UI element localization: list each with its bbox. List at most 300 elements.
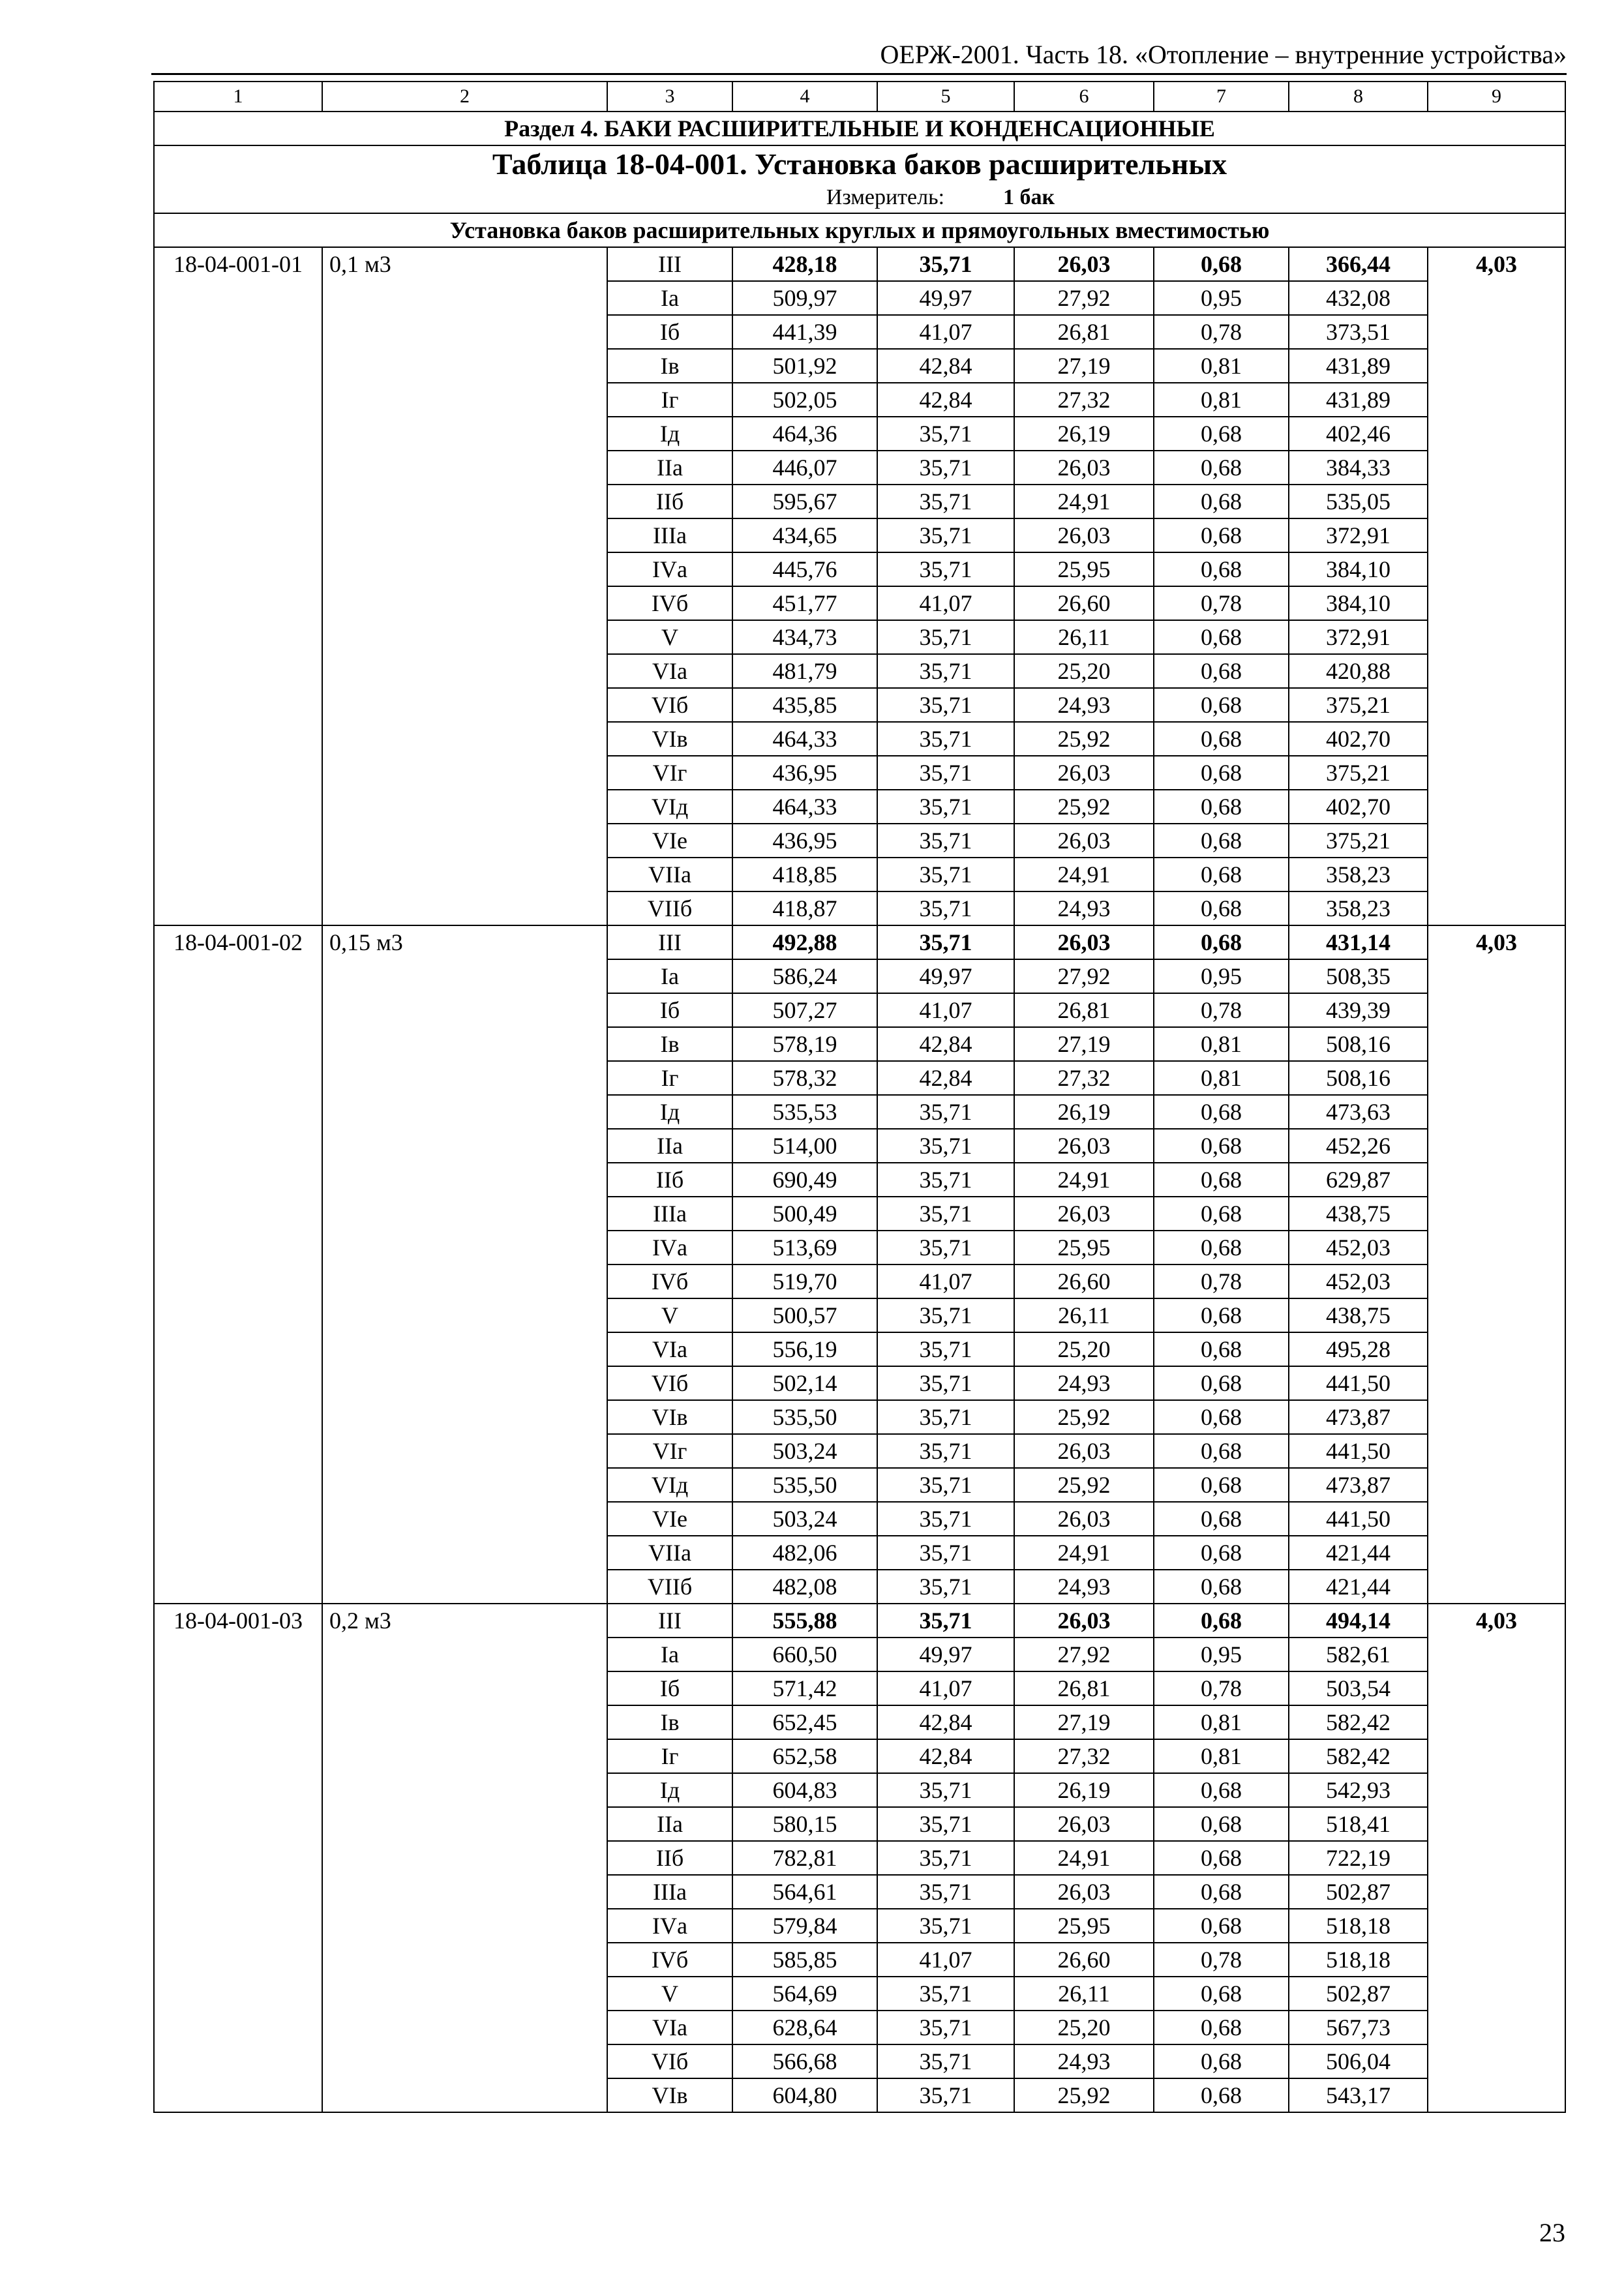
region-code: VIб bbox=[607, 688, 732, 722]
region-code: IIб bbox=[607, 1841, 732, 1875]
region-code: Iд bbox=[607, 1773, 732, 1807]
wages: 35,71 bbox=[877, 858, 1014, 891]
total-cost: 604,80 bbox=[732, 2078, 877, 2112]
wages: 35,71 bbox=[877, 518, 1014, 552]
region-code: V bbox=[607, 620, 732, 654]
operator-wages: 0,68 bbox=[1154, 1400, 1289, 1434]
total-cost: 418,85 bbox=[732, 858, 877, 891]
region-code: Iг bbox=[607, 383, 732, 417]
region-code: IIIа bbox=[607, 1197, 732, 1231]
region-code: III bbox=[607, 1604, 732, 1638]
total-cost: 514,00 bbox=[732, 1129, 877, 1163]
region-code: VIб bbox=[607, 1366, 732, 1400]
operator-wages: 0,68 bbox=[1154, 688, 1289, 722]
unit-line bbox=[155, 183, 1565, 213]
machine-cost: 26,03 bbox=[1014, 1197, 1154, 1231]
total-cost: 435,85 bbox=[732, 688, 877, 722]
total-cost: 566,68 bbox=[732, 2044, 877, 2078]
materials-cost: 366,44 bbox=[1289, 247, 1428, 281]
materials-cost: 441,50 bbox=[1289, 1366, 1428, 1400]
operator-wages: 0,68 bbox=[1154, 1332, 1289, 1366]
region-code: VIб bbox=[607, 2044, 732, 2078]
header-rule bbox=[151, 73, 1567, 75]
total-cost: 579,84 bbox=[732, 1909, 877, 1943]
region-code: VIIб bbox=[607, 1570, 732, 1604]
machine-cost: 27,92 bbox=[1014, 959, 1154, 993]
total-cost: 555,88 bbox=[732, 1604, 877, 1638]
materials-cost: 473,87 bbox=[1289, 1468, 1428, 1502]
wages: 35,71 bbox=[877, 824, 1014, 858]
machine-cost: 24,93 bbox=[1014, 2044, 1154, 2078]
region-code: Iб bbox=[607, 1671, 732, 1705]
region-code: IIб bbox=[607, 1163, 732, 1197]
operator-wages: 0,78 bbox=[1154, 1943, 1289, 1977]
materials-cost: 375,21 bbox=[1289, 688, 1428, 722]
machine-cost: 27,92 bbox=[1014, 1638, 1154, 1671]
wages: 49,97 bbox=[877, 1638, 1014, 1671]
region-code: Iд bbox=[607, 417, 732, 451]
region-code: Iб bbox=[607, 993, 732, 1027]
operator-wages: 0,68 bbox=[1154, 1875, 1289, 1909]
machine-cost: 26,03 bbox=[1014, 1604, 1154, 1638]
rate-name: 0,1 м3 bbox=[322, 247, 607, 925]
materials-cost: 582,42 bbox=[1289, 1705, 1428, 1739]
wages: 35,71 bbox=[877, 1366, 1014, 1400]
wages: 35,71 bbox=[877, 1095, 1014, 1129]
machine-cost: 25,95 bbox=[1014, 1231, 1154, 1264]
wages: 35,71 bbox=[877, 1434, 1014, 1468]
operator-wages: 0,68 bbox=[1154, 1095, 1289, 1129]
machine-cost: 26,03 bbox=[1014, 1434, 1154, 1468]
materials-cost: 452,03 bbox=[1289, 1264, 1428, 1298]
materials-cost: 402,46 bbox=[1289, 417, 1428, 451]
wages: 42,84 bbox=[877, 1027, 1014, 1061]
table-row bbox=[154, 925, 1565, 959]
total-cost: 501,92 bbox=[732, 349, 877, 383]
total-cost: 578,19 bbox=[732, 1027, 877, 1061]
materials-cost: 438,75 bbox=[1289, 1197, 1428, 1231]
operator-wages: 0,68 bbox=[1154, 1909, 1289, 1943]
wages: 42,84 bbox=[877, 1705, 1014, 1739]
region-code: IIа bbox=[607, 451, 732, 485]
region-code: Iа bbox=[607, 959, 732, 993]
region-code: Iд bbox=[607, 1095, 732, 1129]
wages: 35,71 bbox=[877, 552, 1014, 586]
materials-cost: 452,03 bbox=[1289, 1231, 1428, 1264]
page-number: 23 bbox=[1539, 2218, 1565, 2247]
column-number: 2 bbox=[322, 82, 607, 112]
region-code: VIIб bbox=[607, 891, 732, 925]
materials-cost: 373,51 bbox=[1289, 315, 1428, 349]
wages: 35,71 bbox=[877, 1332, 1014, 1366]
wages: 41,07 bbox=[877, 586, 1014, 620]
operator-wages: 0,68 bbox=[1154, 518, 1289, 552]
operator-wages: 0,68 bbox=[1154, 722, 1289, 756]
section-title-row bbox=[154, 112, 1565, 145]
wages: 35,71 bbox=[877, 451, 1014, 485]
operator-wages: 0,68 bbox=[1154, 790, 1289, 824]
operator-wages: 0,68 bbox=[1154, 1536, 1289, 1570]
total-cost: 571,42 bbox=[732, 1671, 877, 1705]
materials-cost: 375,21 bbox=[1289, 756, 1428, 790]
region-code: VIа bbox=[607, 654, 732, 688]
operator-wages: 0,78 bbox=[1154, 1671, 1289, 1705]
rate-code: 18-04-001-02 bbox=[154, 925, 322, 1604]
materials-cost: 722,19 bbox=[1289, 1841, 1428, 1875]
labor-cost-coefficient: 4,03 bbox=[1428, 247, 1565, 925]
machine-cost: 26,03 bbox=[1014, 1502, 1154, 1536]
wages: 35,71 bbox=[877, 1841, 1014, 1875]
operator-wages: 0,78 bbox=[1154, 315, 1289, 349]
operator-wages: 0,81 bbox=[1154, 1027, 1289, 1061]
wages: 35,71 bbox=[877, 1197, 1014, 1231]
machine-cost: 24,93 bbox=[1014, 1366, 1154, 1400]
machine-cost: 27,19 bbox=[1014, 1027, 1154, 1061]
operator-wages: 0,68 bbox=[1154, 2011, 1289, 2044]
total-cost: 445,76 bbox=[732, 552, 877, 586]
total-cost: 418,87 bbox=[732, 891, 877, 925]
wages: 35,71 bbox=[877, 1468, 1014, 1502]
wages: 42,84 bbox=[877, 383, 1014, 417]
machine-cost: 26,03 bbox=[1014, 824, 1154, 858]
operator-wages: 0,68 bbox=[1154, 891, 1289, 925]
total-cost: 535,53 bbox=[732, 1095, 877, 1129]
total-cost: 502,14 bbox=[732, 1366, 877, 1400]
wages: 35,71 bbox=[877, 1231, 1014, 1264]
total-cost: 513,69 bbox=[732, 1231, 877, 1264]
total-cost: 690,49 bbox=[732, 1163, 877, 1197]
total-cost: 434,65 bbox=[732, 518, 877, 552]
machine-cost: 27,92 bbox=[1014, 281, 1154, 315]
materials-cost: 518,18 bbox=[1289, 1909, 1428, 1943]
materials-cost: 535,05 bbox=[1289, 485, 1428, 518]
wages: 35,71 bbox=[877, 620, 1014, 654]
operator-wages: 0,78 bbox=[1154, 1264, 1289, 1298]
region-code: IVа bbox=[607, 1231, 732, 1264]
region-code: III bbox=[607, 925, 732, 959]
wages: 49,97 bbox=[877, 281, 1014, 315]
region-code: IIIа bbox=[607, 1875, 732, 1909]
machine-cost: 26,03 bbox=[1014, 451, 1154, 485]
wages: 35,71 bbox=[877, 247, 1014, 281]
materials-cost: 402,70 bbox=[1289, 790, 1428, 824]
total-cost: 578,32 bbox=[732, 1061, 877, 1095]
total-cost: 604,83 bbox=[732, 1773, 877, 1807]
machine-cost: 26,03 bbox=[1014, 925, 1154, 959]
operator-wages: 0,95 bbox=[1154, 959, 1289, 993]
column-number: 5 bbox=[877, 82, 1014, 112]
total-cost: 519,70 bbox=[732, 1264, 877, 1298]
region-code: V bbox=[607, 1977, 732, 2011]
region-code: Iг bbox=[607, 1061, 732, 1095]
total-cost: 556,19 bbox=[732, 1332, 877, 1366]
machine-cost: 24,91 bbox=[1014, 485, 1154, 518]
total-cost: 782,81 bbox=[732, 1841, 877, 1875]
operator-wages: 0,68 bbox=[1154, 2044, 1289, 2078]
materials-cost: 567,73 bbox=[1289, 2011, 1428, 2044]
machine-cost: 26,03 bbox=[1014, 1129, 1154, 1163]
machine-cost: 24,93 bbox=[1014, 688, 1154, 722]
operator-wages: 0,68 bbox=[1154, 620, 1289, 654]
total-cost: 564,69 bbox=[732, 1977, 877, 2011]
total-cost: 446,07 bbox=[732, 451, 877, 485]
machine-cost: 27,32 bbox=[1014, 1061, 1154, 1095]
total-cost: 481,79 bbox=[732, 654, 877, 688]
wages: 35,71 bbox=[877, 1502, 1014, 1536]
region-code: IVб bbox=[607, 1943, 732, 1977]
region-code: IVб bbox=[607, 586, 732, 620]
region-code: VIа bbox=[607, 2011, 732, 2044]
running-header: ОЕРЖ-2001. Часть 18. «Отопление – внутренние устройства» bbox=[880, 40, 1567, 69]
operator-wages: 0,68 bbox=[1154, 1807, 1289, 1841]
materials-cost: 358,23 bbox=[1289, 891, 1428, 925]
total-cost: 464,33 bbox=[732, 790, 877, 824]
table-row bbox=[154, 247, 1565, 281]
materials-cost: 439,39 bbox=[1289, 993, 1428, 1027]
materials-cost: 508,35 bbox=[1289, 959, 1428, 993]
table-body bbox=[154, 82, 1565, 2112]
wages: 41,07 bbox=[877, 1943, 1014, 1977]
operator-wages: 0,68 bbox=[1154, 417, 1289, 451]
total-cost: 441,39 bbox=[732, 315, 877, 349]
machine-cost: 25,92 bbox=[1014, 2078, 1154, 2112]
materials-cost: 452,26 bbox=[1289, 1129, 1428, 1163]
region-code: VIе bbox=[607, 1502, 732, 1536]
labor-cost-coefficient: 4,03 bbox=[1428, 1604, 1565, 2112]
materials-cost: 502,87 bbox=[1289, 1977, 1428, 2011]
labor-cost-coefficient: 4,03 bbox=[1428, 925, 1565, 1604]
operator-wages: 0,68 bbox=[1154, 1604, 1289, 1638]
wages: 35,71 bbox=[877, 1909, 1014, 1943]
operator-wages: 0,68 bbox=[1154, 1468, 1289, 1502]
table-title-row bbox=[154, 145, 1565, 213]
materials-cost: 518,41 bbox=[1289, 1807, 1428, 1841]
materials-cost: 441,50 bbox=[1289, 1434, 1428, 1468]
machine-cost: 26,19 bbox=[1014, 1773, 1154, 1807]
total-cost: 482,06 bbox=[732, 1536, 877, 1570]
column-number-row bbox=[154, 82, 1565, 112]
materials-cost: 375,21 bbox=[1289, 824, 1428, 858]
operator-wages: 0,68 bbox=[1154, 1773, 1289, 1807]
wages: 35,71 bbox=[877, 722, 1014, 756]
unit-value: 1 бак bbox=[1003, 185, 1055, 209]
region-code: Iв bbox=[607, 349, 732, 383]
operator-wages: 0,68 bbox=[1154, 654, 1289, 688]
materials-cost: 402,70 bbox=[1289, 722, 1428, 756]
materials-cost: 473,87 bbox=[1289, 1400, 1428, 1434]
machine-cost: 26,60 bbox=[1014, 1264, 1154, 1298]
machine-cost: 27,19 bbox=[1014, 1705, 1154, 1739]
wages: 35,71 bbox=[877, 1570, 1014, 1604]
wages: 35,71 bbox=[877, 417, 1014, 451]
materials-cost: 473,63 bbox=[1289, 1095, 1428, 1129]
region-code: VIв bbox=[607, 1400, 732, 1434]
column-number: 1 bbox=[154, 82, 322, 112]
machine-cost: 25,20 bbox=[1014, 654, 1154, 688]
total-cost: 595,67 bbox=[732, 485, 877, 518]
table-title-cell bbox=[154, 145, 1565, 213]
machine-cost: 25,92 bbox=[1014, 1468, 1154, 1502]
total-cost: 580,15 bbox=[732, 1807, 877, 1841]
machine-cost: 27,32 bbox=[1014, 1739, 1154, 1773]
wages: 35,71 bbox=[877, 2011, 1014, 2044]
region-code: Iа bbox=[607, 1638, 732, 1671]
total-cost: 660,50 bbox=[732, 1638, 877, 1671]
operator-wages: 0,78 bbox=[1154, 586, 1289, 620]
operator-wages: 0,81 bbox=[1154, 349, 1289, 383]
materials-cost: 384,10 bbox=[1289, 552, 1428, 586]
wages: 35,71 bbox=[877, 790, 1014, 824]
machine-cost: 26,03 bbox=[1014, 1875, 1154, 1909]
machine-cost: 26,11 bbox=[1014, 1298, 1154, 1332]
total-cost: 500,49 bbox=[732, 1197, 877, 1231]
wages: 35,71 bbox=[877, 654, 1014, 688]
table-row bbox=[154, 1604, 1565, 1638]
materials-cost: 543,17 bbox=[1289, 2078, 1428, 2112]
materials-cost: 432,08 bbox=[1289, 281, 1428, 315]
machine-cost: 24,91 bbox=[1014, 1163, 1154, 1197]
operator-wages: 0,68 bbox=[1154, 1197, 1289, 1231]
wages: 35,71 bbox=[877, 1977, 1014, 2011]
rate-code: 18-04-001-01 bbox=[154, 247, 322, 925]
operator-wages: 0,68 bbox=[1154, 1298, 1289, 1332]
total-cost: 503,24 bbox=[732, 1502, 877, 1536]
wages: 49,97 bbox=[877, 959, 1014, 993]
wages: 41,07 bbox=[877, 993, 1014, 1027]
region-code: IVа bbox=[607, 1909, 732, 1943]
materials-cost: 441,50 bbox=[1289, 1502, 1428, 1536]
total-cost: 585,85 bbox=[732, 1943, 877, 1977]
rate-name: 0,15 м3 bbox=[322, 925, 607, 1604]
operator-wages: 0,68 bbox=[1154, 824, 1289, 858]
materials-cost: 508,16 bbox=[1289, 1061, 1428, 1095]
materials-cost: 431,14 bbox=[1289, 925, 1428, 959]
materials-cost: 582,42 bbox=[1289, 1739, 1428, 1773]
machine-cost: 26,60 bbox=[1014, 586, 1154, 620]
materials-cost: 495,28 bbox=[1289, 1332, 1428, 1366]
materials-cost: 502,87 bbox=[1289, 1875, 1428, 1909]
total-cost: 464,33 bbox=[732, 722, 877, 756]
machine-cost: 26,81 bbox=[1014, 1671, 1154, 1705]
machine-cost: 24,93 bbox=[1014, 891, 1154, 925]
column-number: 4 bbox=[732, 82, 877, 112]
region-code: VIд bbox=[607, 1468, 732, 1502]
wages: 35,71 bbox=[877, 485, 1014, 518]
materials-cost: 431,89 bbox=[1289, 383, 1428, 417]
total-cost: 586,24 bbox=[732, 959, 877, 993]
wages: 35,71 bbox=[877, 1875, 1014, 1909]
region-code: Iб bbox=[607, 315, 732, 349]
total-cost: 535,50 bbox=[732, 1400, 877, 1434]
total-cost: 482,08 bbox=[732, 1570, 877, 1604]
operator-wages: 0,68 bbox=[1154, 925, 1289, 959]
materials-cost: 438,75 bbox=[1289, 1298, 1428, 1332]
total-cost: 628,64 bbox=[732, 2011, 877, 2044]
rate-code: 18-04-001-03 bbox=[154, 1604, 322, 2112]
wages: 35,71 bbox=[877, 1536, 1014, 1570]
materials-cost: 421,44 bbox=[1289, 1570, 1428, 1604]
total-cost: 652,58 bbox=[732, 1739, 877, 1773]
machine-cost: 26,11 bbox=[1014, 1977, 1154, 2011]
total-cost: 502,05 bbox=[732, 383, 877, 417]
operator-wages: 0,95 bbox=[1154, 281, 1289, 315]
machine-cost: 25,20 bbox=[1014, 2011, 1154, 2044]
machine-cost: 25,92 bbox=[1014, 722, 1154, 756]
wages: 35,71 bbox=[877, 1604, 1014, 1638]
operator-wages: 0,68 bbox=[1154, 1502, 1289, 1536]
materials-cost: 494,14 bbox=[1289, 1604, 1428, 1638]
operator-wages: 0,68 bbox=[1154, 1163, 1289, 1197]
machine-cost: 27,19 bbox=[1014, 349, 1154, 383]
region-code: VIд bbox=[607, 790, 732, 824]
wages: 35,71 bbox=[877, 1807, 1014, 1841]
wages: 35,71 bbox=[877, 2078, 1014, 2112]
materials-cost: 506,04 bbox=[1289, 2044, 1428, 2078]
operator-wages: 0,68 bbox=[1154, 485, 1289, 518]
total-cost: 503,24 bbox=[732, 1434, 877, 1468]
machine-cost: 26,19 bbox=[1014, 1095, 1154, 1129]
operator-wages: 0,68 bbox=[1154, 1366, 1289, 1400]
operator-wages: 0,78 bbox=[1154, 993, 1289, 1027]
wages: 35,71 bbox=[877, 756, 1014, 790]
total-cost: 451,77 bbox=[732, 586, 877, 620]
region-code: V bbox=[607, 1298, 732, 1332]
total-cost: 434,73 bbox=[732, 620, 877, 654]
wages: 41,07 bbox=[877, 315, 1014, 349]
machine-cost: 26,60 bbox=[1014, 1943, 1154, 1977]
materials-cost: 421,44 bbox=[1289, 1536, 1428, 1570]
operator-wages: 0,68 bbox=[1154, 858, 1289, 891]
region-code: IVб bbox=[607, 1264, 732, 1298]
machine-cost: 27,32 bbox=[1014, 383, 1154, 417]
machine-cost: 25,20 bbox=[1014, 1332, 1154, 1366]
machine-cost: 25,92 bbox=[1014, 1400, 1154, 1434]
total-cost: 564,61 bbox=[732, 1875, 877, 1909]
machine-cost: 26,11 bbox=[1014, 620, 1154, 654]
operator-wages: 0,68 bbox=[1154, 1129, 1289, 1163]
wages: 35,71 bbox=[877, 1129, 1014, 1163]
unit-label: Измеритель: bbox=[826, 185, 945, 209]
wages: 35,71 bbox=[877, 891, 1014, 925]
wages: 35,71 bbox=[877, 925, 1014, 959]
region-code: IVа bbox=[607, 552, 732, 586]
total-cost: 436,95 bbox=[732, 756, 877, 790]
wages: 42,84 bbox=[877, 1739, 1014, 1773]
operator-wages: 0,68 bbox=[1154, 1977, 1289, 2011]
materials-cost: 503,54 bbox=[1289, 1671, 1428, 1705]
wages: 35,71 bbox=[877, 688, 1014, 722]
region-code: VIIа bbox=[607, 858, 732, 891]
machine-cost: 26,03 bbox=[1014, 247, 1154, 281]
operator-wages: 0,68 bbox=[1154, 756, 1289, 790]
region-code: Iг bbox=[607, 1739, 732, 1773]
total-cost: 500,57 bbox=[732, 1298, 877, 1332]
machine-cost: 25,92 bbox=[1014, 790, 1154, 824]
wages: 42,84 bbox=[877, 349, 1014, 383]
group-title-row bbox=[154, 213, 1565, 247]
region-code: Iа bbox=[607, 281, 732, 315]
region-code: IIб bbox=[607, 485, 732, 518]
materials-cost: 372,91 bbox=[1289, 620, 1428, 654]
machine-cost: 24,93 bbox=[1014, 1570, 1154, 1604]
total-cost: 492,88 bbox=[732, 925, 877, 959]
column-number: 8 bbox=[1289, 82, 1428, 112]
region-code: VIв bbox=[607, 2078, 732, 2112]
total-cost: 428,18 bbox=[732, 247, 877, 281]
wages: 35,71 bbox=[877, 1773, 1014, 1807]
total-cost: 464,36 bbox=[732, 417, 877, 451]
column-number: 6 bbox=[1014, 82, 1154, 112]
